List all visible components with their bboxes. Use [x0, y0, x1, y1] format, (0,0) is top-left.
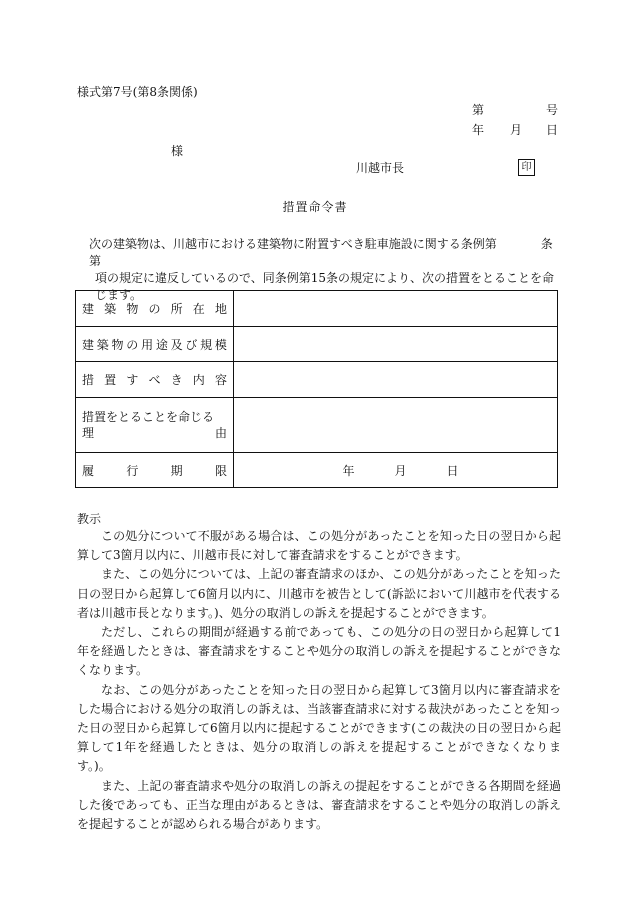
label-char: の [148, 302, 161, 316]
label-char: 在 [192, 302, 205, 316]
label-char: 限 [214, 463, 227, 478]
spread-label [82, 300, 227, 317]
label-char: 所 [170, 302, 183, 316]
label-deadline [76, 453, 234, 488]
label-building-use-scale [76, 327, 234, 362]
deadline-month: 月 [394, 463, 407, 478]
label-char: 築 [96, 337, 109, 352]
table-row [76, 362, 558, 398]
intro-part2: 条第 [89, 237, 553, 268]
label-char: 用 [141, 337, 154, 352]
deadline-date [234, 462, 557, 479]
label-char: 及 [170, 337, 183, 352]
deadline-year: 年 [342, 463, 355, 478]
instruction-body [77, 527, 561, 834]
intro-part3: 項の規定に違反しているので、同条例第15条の規定により、次の措置をとることを命じます。 [95, 271, 555, 302]
reason-right: 由 [214, 426, 227, 440]
label-building-location [76, 291, 234, 327]
issuer-name: 川越市長 [356, 161, 405, 175]
label-measures-content [76, 362, 234, 398]
label-char: べ [148, 373, 161, 387]
table-row [76, 398, 558, 453]
addressee-suffix: 様 [171, 144, 184, 158]
date-month: 月 [510, 123, 523, 137]
label-char: 模 [214, 337, 227, 352]
intro-part1: 次の建築物は、川越市における建築物に附置すべき駐車施設に関する条例第 [89, 237, 497, 251]
value-measures-content[interactable] [234, 362, 558, 398]
label-char: の [126, 337, 139, 352]
label-char: 築 [104, 302, 117, 316]
label-char: 履 [82, 463, 95, 478]
label-char: 規 [200, 337, 213, 352]
reason-line2 [82, 425, 227, 441]
document-title: 措置命令書 [282, 200, 348, 214]
reason-left: 理 [82, 426, 95, 440]
spread-label [82, 462, 227, 479]
label-char: 物 [126, 302, 139, 316]
table-row [76, 291, 558, 327]
instruction-heading: 教示 [77, 512, 102, 526]
deadline-day: 日 [446, 463, 459, 478]
label-char: 途 [155, 337, 168, 352]
table-row [76, 453, 558, 488]
label-char: す [126, 373, 139, 387]
instruction-paragraph: なお、この処分があったことを知った日の翌日から起算して3箇月以内に審査請求をした場合における処分の取消しの訴えは、当該審査請求に対する裁決があったことを知った日の翌日から起算して6箇月以内に提起することができます(この裁決の日の翌日から起算して1年を経過したときは、処分の取消しの訴えを提起することができなくなります。)。 [77, 682, 561, 774]
label-char: 容 [214, 373, 227, 387]
instruction-paragraph: ただし、これらの期間が経過する前であっても、この処分の日の翌日から起算して1年を経過したときは、審査請求をすることや処分の取消しの訴えを提起することができなくなります。 [77, 625, 561, 678]
value-building-use-scale[interactable] [234, 327, 558, 362]
label-char: 行 [126, 463, 139, 478]
label-char: び [185, 337, 198, 352]
instruction-paragraph: また、この処分については、上記の審査請求のほか、この処分があったことを知った日の翌日から起算して6箇月以内に、川越市を被告として(訴訟において川越市を代表する者は川越市長となります。)、処分の取消しの訴えを提起することができます。 [77, 567, 561, 620]
spread-label [82, 371, 227, 388]
number-prefix: 第 [472, 103, 485, 117]
label-char: 期 [170, 463, 183, 478]
label-reason [76, 398, 234, 453]
reason-line1: 措置をとることを命じる [82, 410, 215, 424]
instruction-paragraph: また、上記の審査請求や処分の取消しの訴えの提起をすることができる各期間を経過した後であっても、正当な理由があるときは、審査請求をすることや処分の取消しの訴えを提起することが認められる場合があります。 [77, 778, 561, 832]
date-year: 年 [472, 123, 485, 137]
table-row [76, 327, 558, 362]
label-char: 措 [82, 373, 95, 387]
label-char: 建 [82, 337, 95, 352]
value-reason[interactable] [234, 398, 558, 453]
value-deadline[interactable] [234, 453, 558, 488]
label-char: 建 [82, 302, 95, 316]
form-number-label: 様式第7号(第8条関係) [77, 85, 198, 99]
label-char: 物 [111, 337, 124, 352]
seal-mark: 印 [518, 159, 535, 176]
spread-label [82, 336, 227, 353]
number-suffix: 号 [545, 103, 558, 117]
value-building-location[interactable] [234, 291, 558, 327]
label-char: 内 [192, 373, 205, 387]
date-day: 日 [545, 123, 558, 137]
measures-table [75, 290, 558, 488]
instruction-paragraph: この処分について不服がある場合は、この処分があったことを知った日の翌日から起算して3箇月以内に、川越市長に対して審査請求をすることができます。 [77, 529, 561, 563]
label-char: 置 [104, 373, 117, 387]
label-char: き [170, 373, 183, 387]
label-char: 地 [214, 302, 227, 316]
